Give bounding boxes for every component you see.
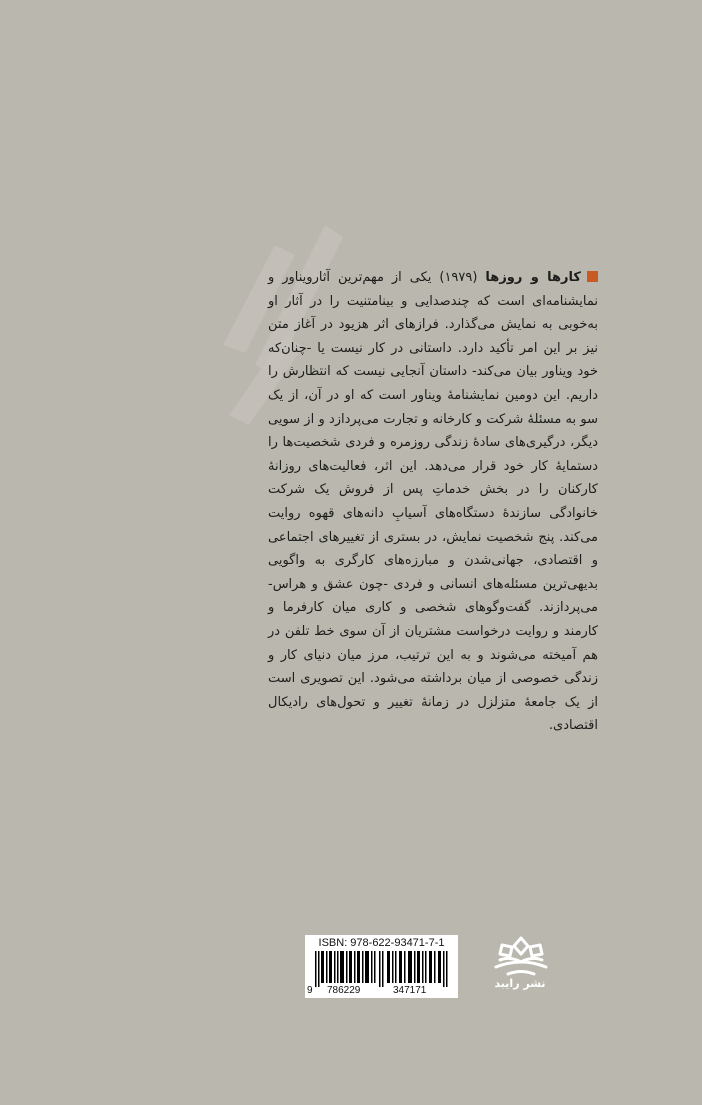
publisher-name: نشر رایبد <box>494 977 546 990</box>
isbn-barcode <box>305 935 458 998</box>
orange-square-icon <box>587 271 598 282</box>
back-cover-blurb <box>268 266 598 738</box>
publisher-logo-icon <box>490 935 552 977</box>
barcode-digits-left: 786229 <box>327 985 361 996</box>
barcode-digit-first: 9 <box>307 985 313 996</box>
book-title: کارها و روزها <box>485 270 581 285</box>
publication-year: (۱۹۷۹) <box>439 270 478 285</box>
barcode-icon <box>313 951 453 987</box>
isbn-label: ISBN: 978-622-93471-7-1 <box>318 937 445 949</box>
blurb-text: یکی از مهم‌ترین آثارویناور و نمایشنامه‌ای است که چندصدایی و بینامتنیت را در آثار او به‌خوبی به نمایش می‌گذارد. فرازهای اثر هزیود در آغاز متن نیز بر این امر تأکید دارد. داستانی در کار نیست یا -چنان‌که خود ویناور بیان می‌کند- داستان آنجایی نیست که انتظارش را داریم. این دومین نمایشنامهٔ ویناور است که او در آن، از یک سو به مسئلهٔ شرکت و کارخانه و تجارت می‌پردازد و از سویی دیگر، درگیری‌های سادهٔ زندگی روزمره و فردی شخصیت‌ها را دستمایهٔ کار خود قرار می‌دهد. این اثر، فعالیت‌های روزانهٔ کارکنان را در بخش خدماتِ پس از فروش یک شرکت خانوادگی سازندهٔ دستگاه‌های آسیابِ دانه‌های قهوه روایت می‌کند. پنج شخصیت نمایش، در بستری از تغییرهای اجتماعی و اقتصادی، جهانی‌شدن و مبارزه‌های کارگری به واگویی بدیهی‌ترین مسئله‌های انسانی و فردی -چون عشق و هراس- می‌پردازند. گفت‌وگوهای شخصی و کاری میان کارفرما و کارمند و روایت درخواست مشتریان از آن سوی خط تلفن در هم آمیخته می‌شوند و به این ترتیب، مرز میان دنیای کار و زندگی خصوصی از میان برداشته می‌شود. این تصویری است از یک جامعهٔ متزلزل در زمانهٔ تغییر و تحول‌های رادیکال اقتصادی. <box>268 270 598 734</box>
barcode-digits-right: 347171 <box>393 985 427 996</box>
